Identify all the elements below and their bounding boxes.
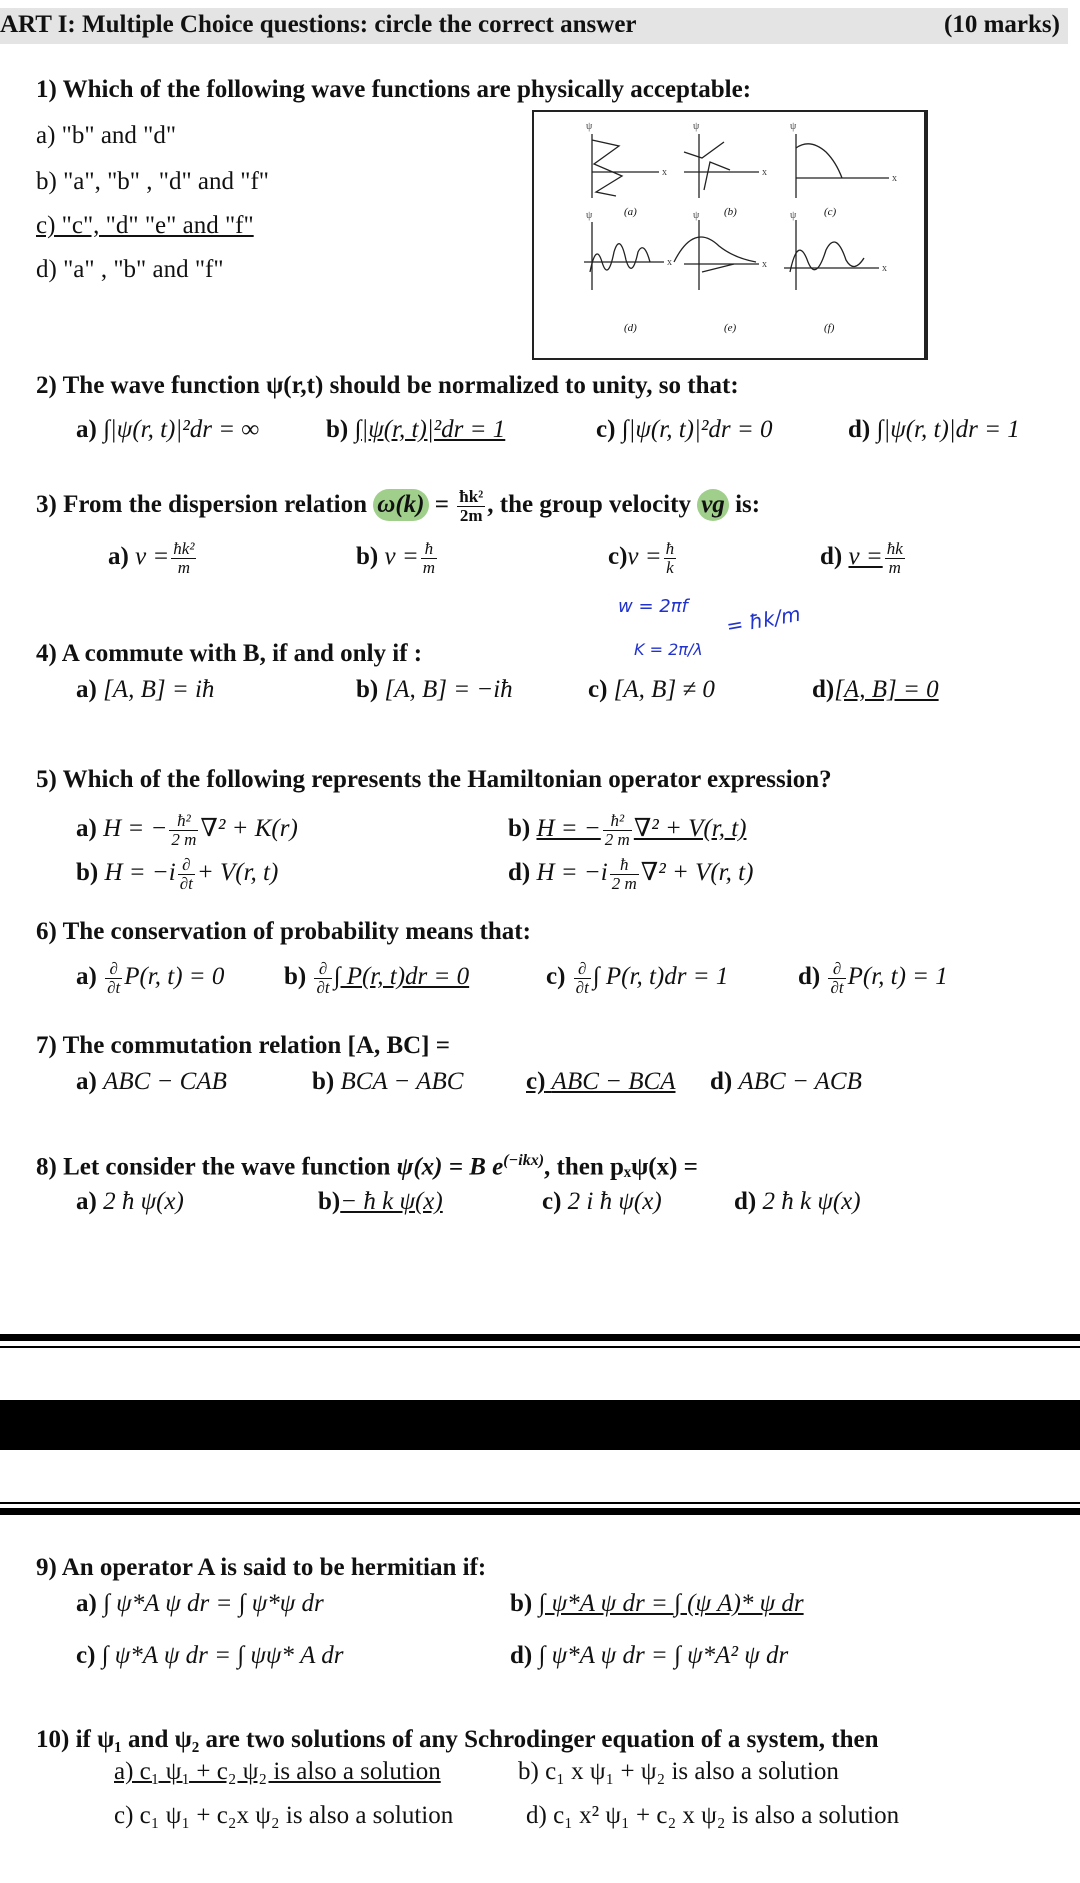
q8-option-d[interactable] [734, 1188, 861, 1216]
q2-d-math: ∫|ψ(r, t)|dr = 1 [876, 416, 1020, 443]
label-a: (a) [624, 206, 637, 218]
q5-option-d[interactable] [508, 856, 753, 893]
q4-d-math: [A, B] = 0 [834, 676, 939, 703]
q3-option-a[interactable] [108, 540, 198, 577]
q8-option-a[interactable] [76, 1188, 184, 1216]
q5-c-lhs: H = −i [104, 859, 176, 887]
q8-option-b[interactable] [318, 1188, 443, 1216]
q8-prefix: 8) Let consider the wave function [36, 1153, 391, 1181]
q6-d-frac [828, 960, 845, 997]
q9-option-d[interactable] [510, 1642, 788, 1670]
q6-c-den: ∂t [575, 977, 589, 997]
q3-d-num: ħk [886, 539, 903, 558]
q8-a-label: a) [76, 1188, 97, 1215]
q8-question [36, 1152, 698, 1181]
q10-option-a[interactable]: a) c₁ ψ₁ + c₂ ψ₂ is also a solution [114, 1758, 441, 1785]
svg-text:x: x [667, 257, 672, 268]
q3-a-den: m [177, 557, 191, 577]
q5-a-label: a) [76, 815, 97, 843]
q7-a-label: a) [76, 1068, 97, 1095]
q3-b-den: m [422, 557, 435, 577]
label-f: (f) [824, 322, 835, 334]
q7-option-a[interactable] [76, 1068, 227, 1096]
q6-a-rhs: P(r, t) = 0 [124, 963, 225, 991]
q3-relation-fraction [457, 488, 485, 525]
q9-a-math: ∫ ψ*A ψ dr = ∫ ψ*ψ dr [103, 1590, 324, 1617]
q6-c-num: ∂ [574, 960, 591, 979]
q3-middle: , the group velocity [487, 491, 691, 519]
q10-option-b[interactable]: b) c₁ x ψ₁ + ψ₂ is also a solution [518, 1758, 839, 1785]
q7-option-b[interactable] [312, 1068, 463, 1096]
q3-rel-num: ħk² [459, 487, 484, 506]
svg-text:x: x [892, 173, 897, 184]
label-b: (b) [724, 206, 737, 218]
q5-option-c[interactable] [76, 856, 278, 893]
q5-c-num: ∂ [178, 856, 195, 875]
q3-d-label: d) [820, 543, 843, 571]
graph-d [584, 222, 664, 290]
q5-b-rhs: ∇² + V(r, t) [633, 815, 747, 843]
q6-d-rhs: P(r, t) = 1 [847, 963, 948, 991]
q7-a-math: ABC − CAB [103, 1068, 227, 1095]
q2-c-math: ∫|ψ(r, t)|²dr = 0 [621, 416, 773, 443]
q9-a-label: a) [76, 1590, 97, 1617]
q6-a-frac [105, 960, 122, 997]
q7-question: 7) The commutation relation [A, BC] = [36, 1032, 450, 1059]
q10-question: 10) if ψ₁ and ψ₂ are two solutions of any Schrodinger equation of a system, then [36, 1726, 879, 1753]
q6-b-den: ∂t [316, 977, 330, 997]
q5-question: 5) Which of the following represents the Hamiltonian operator expression? [36, 766, 832, 793]
q7-c-label: c) [526, 1068, 546, 1095]
q1-question: 1) Which of the following wave functions are physically acceptable: [36, 76, 752, 103]
q9-option-a[interactable] [76, 1590, 324, 1618]
q6-option-d[interactable] [798, 960, 948, 997]
q8-option-c[interactable] [542, 1188, 662, 1216]
q3-c-label: c) [608, 543, 628, 571]
q1-option-a[interactable]: a) "b" and "d" [36, 122, 177, 149]
q6-a-den: ∂t [107, 977, 121, 997]
q10-option-d[interactable]: d) c₁ x² ψ₁ + c₂ x ψ₂ is also a solution [526, 1802, 900, 1829]
q6-c-label: c) [546, 963, 566, 991]
svg-text:x: x [762, 167, 767, 178]
q6-d-den: ∂t [830, 977, 844, 997]
q4-option-a[interactable] [76, 676, 214, 704]
q5-d-rhs: ∇² + V(r, t) [640, 859, 754, 887]
q3-vg-highlight: vg [697, 489, 729, 521]
q4-option-b[interactable] [356, 676, 513, 704]
label-d: (d) [624, 322, 637, 334]
q3-d-lhs: v = [848, 543, 883, 571]
q6-option-a[interactable] [76, 960, 224, 997]
q5-c-label: b) [76, 859, 99, 887]
svg-text:ψ: ψ [586, 210, 593, 221]
q5-d-num: ħ [610, 856, 639, 875]
q4-b-label: b) [356, 676, 379, 703]
q6-option-b[interactable] [284, 960, 469, 997]
q7-b-math: BCA − ABC [340, 1068, 464, 1095]
q9-d-math: ∫ ψ*A ψ dr = ∫ ψ*A² ψ dr [538, 1642, 789, 1669]
q4-a-math: [A, B] = iħ [103, 676, 215, 703]
q6-d-num: ∂ [828, 960, 845, 979]
q5-a-frac [169, 812, 198, 849]
q2-b-math: ∫|ψ(r, t)|²dr = 1 [354, 416, 506, 443]
q6-question: 6) The conservation of probability means that: [36, 918, 531, 945]
q6-a-num: ∂ [105, 960, 122, 979]
q4-b-math: [A, B] = −iħ [384, 676, 513, 703]
label-e: (e) [724, 322, 737, 334]
q8-d-math: 2 ħ k ψ(x) [762, 1188, 861, 1215]
svg-text:x: x [762, 259, 767, 270]
q3-a-num: ħk² [173, 539, 195, 558]
q6-c-rhs: ∫ P(r, t)dr = 1 [592, 963, 729, 991]
q3-option-d[interactable] [820, 540, 907, 577]
q3-a-frac [171, 540, 196, 577]
q8-func: ψ(x) = B e [396, 1153, 504, 1181]
q3-prefix: 3) From the dispersion relation [36, 491, 368, 519]
q7-option-d[interactable] [710, 1068, 862, 1096]
svg-text:ψ: ψ [693, 210, 700, 221]
q5-a-den: 2 m [171, 829, 197, 849]
q5-a-num: ħ² [169, 812, 198, 831]
q9-d-label: d) [510, 1642, 533, 1669]
q5-b-lhs: H = − [536, 815, 601, 843]
q3-b-frac [421, 540, 437, 577]
q8-a-math: 2 ħ ψ(x) [103, 1188, 184, 1215]
q1-option-d[interactable]: d) "a" , "b" and "f" [36, 256, 224, 283]
q3-d-frac [885, 540, 905, 577]
wavefunction-sketches [534, 112, 918, 354]
q9-b-label: b) [510, 1590, 533, 1617]
handwritten-note-3: = ħk/m [724, 601, 803, 639]
q1-option-b[interactable]: b) "a", "b" , "d" and "f" [36, 168, 269, 195]
q6-a-label: a) [76, 963, 97, 991]
graph-a [592, 134, 659, 198]
q5-b-label: b) [508, 815, 531, 843]
marks-label: (10 marks) [944, 11, 1060, 38]
wavefunction-figure [532, 110, 928, 360]
q2-a-math: ∫|ψ(r, t)|²dr = ∞ [103, 416, 260, 443]
q5-a-rhs: ∇² + K(r) [200, 815, 298, 843]
q7-d-label: d) [710, 1068, 733, 1095]
q3-suffix: is: [735, 491, 761, 519]
q5-c-rhs: + V(r, t) [196, 859, 279, 887]
svg-text:x: x [662, 167, 667, 178]
part-title: ART I: Multiple Choice questions: circle the correct answer [0, 11, 637, 38]
q5-a-lhs: H = − [103, 815, 168, 843]
q5-b-den: 2 m [604, 829, 630, 849]
graph-c [796, 134, 889, 198]
q4-option-d[interactable] [812, 676, 939, 704]
q2-question: 2) The wave function ψ(r,t) should be normalized to unity, so that: [36, 372, 739, 399]
q2-d-label: d) [848, 416, 871, 443]
q3-a-label: a) [108, 543, 129, 571]
q10-option-c[interactable]: c) c₁ ψ₁ + c₂x ψ₂ is also a solution [114, 1802, 454, 1829]
graph-b [684, 134, 759, 198]
q8-suffix: , then pₓψ(x) = [544, 1153, 698, 1181]
separator-line-top-thin [0, 1346, 1080, 1348]
q2-c-label: c) [596, 416, 616, 443]
q3-option-c[interactable] [608, 540, 678, 577]
q2-a-label: a) [76, 416, 97, 443]
label-c: (c) [824, 206, 837, 218]
separator-line-bottom [0, 1508, 1080, 1515]
separator-line-top [0, 1334, 1080, 1341]
q8-d-label: d) [734, 1188, 757, 1215]
q5-c-den: ∂t [179, 873, 193, 893]
q4-option-c[interactable] [588, 676, 715, 704]
q9-question: 9) An operator A is said to be hermitian if: [36, 1554, 487, 1581]
q5-c-frac [178, 856, 195, 893]
graph-e [674, 220, 759, 290]
q4-a-label: a) [76, 676, 97, 703]
q2-option-d[interactable] [848, 416, 1020, 444]
svg-text:x: x [882, 263, 887, 274]
q3-a-lhs: v = [135, 543, 170, 571]
q8-exp: (−ikx) [503, 1152, 545, 1169]
q6-c-frac [574, 960, 591, 997]
svg-text:ψ: ψ [586, 121, 593, 132]
q8-b-label: b) [318, 1188, 341, 1215]
q3-c-lhs: v = [627, 543, 662, 571]
q2-option-c[interactable] [596, 416, 772, 444]
q6-b-label: b) [284, 963, 307, 991]
q9-c-label: c) [76, 1642, 96, 1669]
q5-option-b[interactable] [508, 812, 746, 849]
q8-b-math: − ħ k ψ(x) [340, 1188, 443, 1215]
q6-b-num: ∂ [314, 960, 331, 979]
handwritten-note-1: w = 2πf [618, 596, 688, 617]
q6-b-rhs: ∫ P(r, t)dr = 0 [333, 963, 470, 991]
q2-option-b[interactable] [326, 416, 505, 444]
q4-c-math: [A, B] ≠ 0 [613, 676, 715, 703]
q5-b-num: ħ² [603, 812, 632, 831]
q9-c-math: ∫ ψ*A ψ dr = ∫ ψψ* A dr [101, 1642, 344, 1669]
q5-d-lhs: H = −i [536, 859, 608, 887]
q5-d-frac [610, 856, 639, 893]
q7-c-math: ABC − BCA [551, 1068, 676, 1095]
black-band [0, 1400, 1080, 1450]
q4-c-label: c) [588, 676, 608, 703]
q4-d-label: d) [812, 676, 835, 703]
graph-f [784, 220, 879, 290]
q7-option-c[interactable] [526, 1068, 675, 1096]
q3-rel-den: 2m [459, 505, 483, 525]
q3-b-label: b) [356, 543, 379, 571]
q3-d-den: m [888, 557, 901, 577]
q6-b-frac [314, 960, 331, 997]
q3-c-num: ħ [665, 539, 675, 558]
q9-option-c[interactable] [76, 1642, 343, 1670]
q3-c-den: k [666, 557, 674, 577]
q2-option-a[interactable] [76, 416, 259, 444]
q5-option-a[interactable] [76, 812, 298, 849]
svg-text:ψ: ψ [693, 121, 700, 132]
q5-d-den: 2 m [611, 873, 637, 893]
q2-b-label: b) [326, 416, 349, 443]
q1-option-c[interactable]: c) "c", "d" "e" and "f" [36, 212, 254, 239]
q6-option-c[interactable] [546, 960, 728, 997]
q9-b-math: ∫ ψ*A ψ dr = ∫ (ψ A)* ψ dr [538, 1590, 804, 1617]
q3-option-b[interactable] [356, 540, 439, 577]
q3-b-num: ħ [421, 540, 437, 559]
q6-d-label: d) [798, 963, 821, 991]
q4-question: 4) A commute with B, if and only if : [36, 640, 423, 667]
handwritten-note-2: K = 2π/λ [634, 640, 703, 659]
svg-text:ψ: ψ [790, 121, 797, 132]
q3-c-frac [664, 540, 677, 577]
q3-omega-highlight: ω(k) [373, 489, 428, 521]
q7-d-math: ABC − ACB [738, 1068, 862, 1095]
q8-c-math: 2 i ħ ψ(x) [567, 1188, 662, 1215]
q8-c-label: c) [542, 1188, 562, 1215]
q7-b-label: b) [312, 1068, 335, 1095]
q3-equals: = [434, 491, 449, 519]
q3-question [36, 488, 760, 525]
q5-d-label: d) [508, 859, 531, 887]
separator-line-bottom-thin [0, 1502, 1080, 1504]
q5-b-frac [603, 812, 632, 849]
q9-option-b[interactable] [510, 1590, 804, 1618]
q3-b-lhs: v = [384, 543, 419, 571]
svg-text:ψ: ψ [790, 210, 797, 221]
